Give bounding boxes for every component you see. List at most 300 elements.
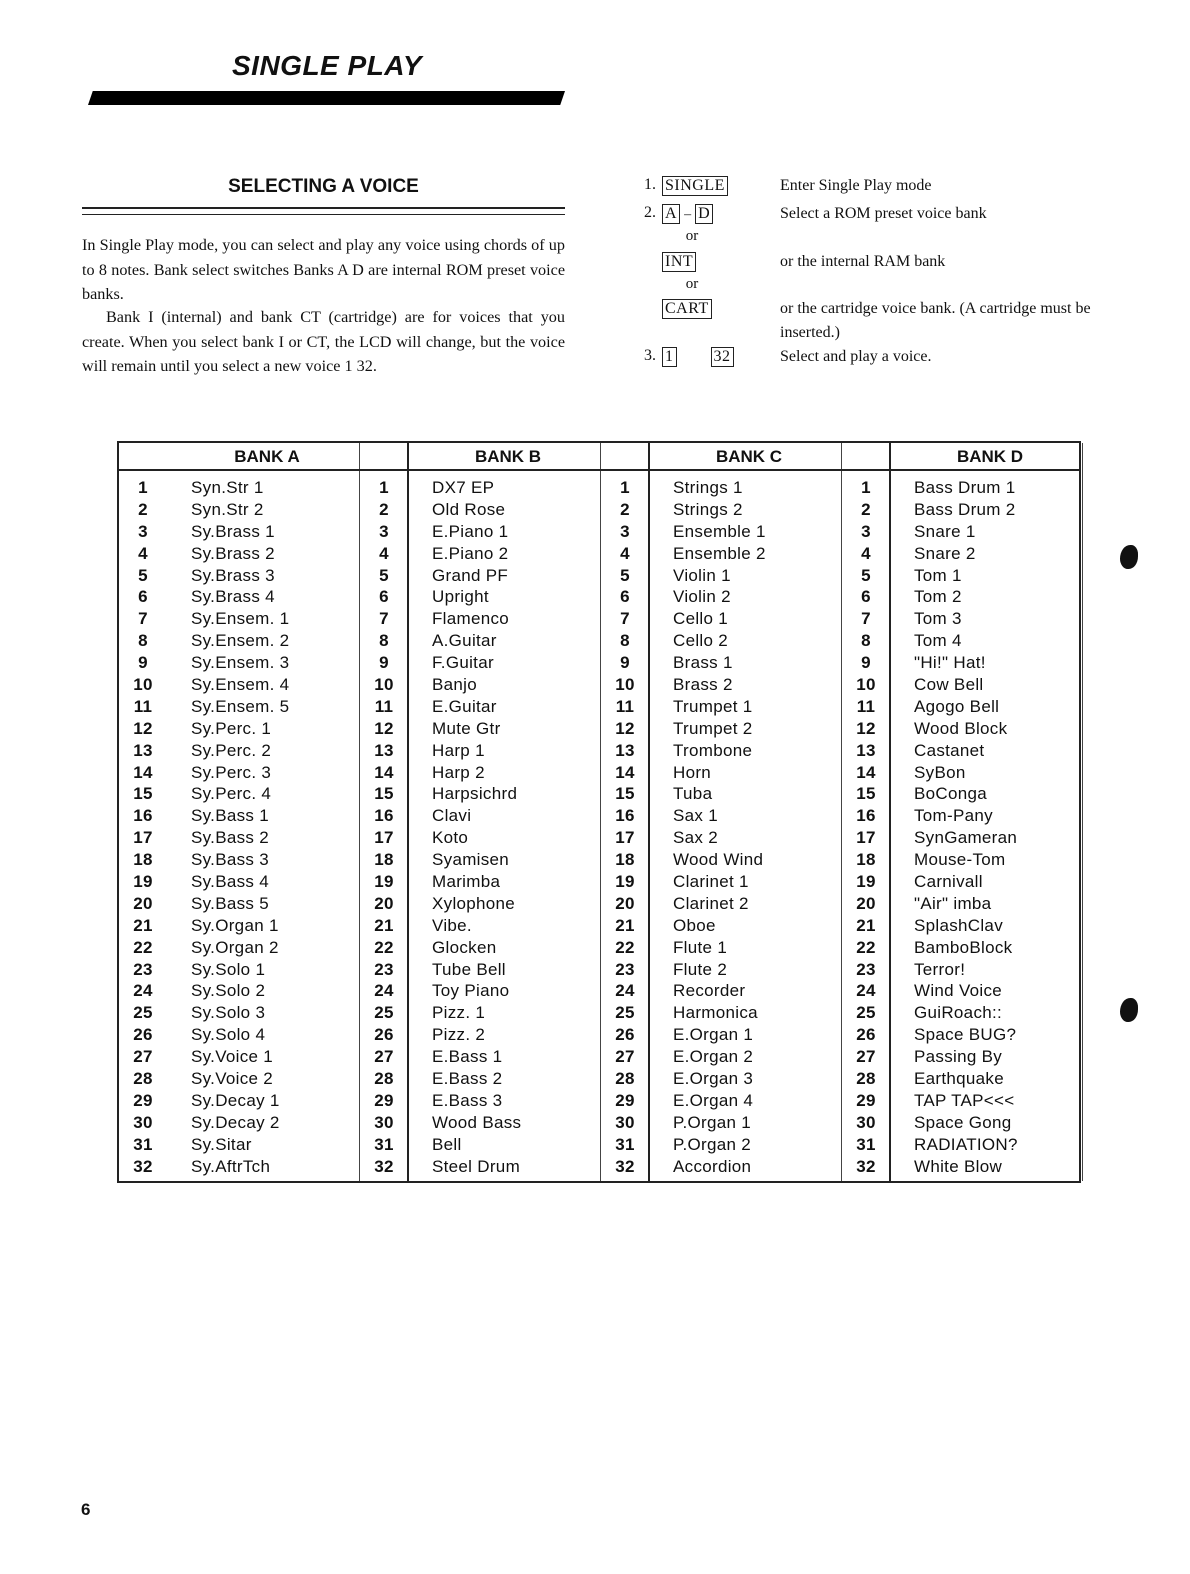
voice-number: 7 <box>861 609 871 629</box>
voice-name: Sy.Perc. 2 <box>191 740 272 760</box>
voice-number: 15 <box>615 784 635 804</box>
voice-name: White Blow <box>914 1156 1003 1176</box>
voice-name: Earthquake <box>914 1069 1004 1089</box>
voice-name: Sy.Bass 4 <box>191 872 269 892</box>
voice-number: 20 <box>133 893 153 913</box>
voice-name: Tom 3 <box>914 609 962 629</box>
voice-name: Xylophone <box>432 893 516 913</box>
voice-number: 21 <box>856 915 876 935</box>
voice-name: Recorder <box>673 981 746 1001</box>
voice-name: Sy.Bass 1 <box>191 806 269 826</box>
voice-number: 18 <box>615 850 635 870</box>
voice-name: Strings 2 <box>673 499 743 519</box>
voice-name: Harpsichrd <box>432 784 518 804</box>
voice-number: 11 <box>133 696 153 716</box>
voice-name: Steel Drum <box>432 1156 521 1176</box>
voice-number: 24 <box>856 981 876 1001</box>
voice-number: 10 <box>856 675 876 695</box>
voice-number: 30 <box>374 1112 394 1132</box>
cart-key-label: CART <box>662 299 712 319</box>
voice-name: Sy.Ensem. 3 <box>191 653 290 673</box>
voice-number: 1 <box>379 478 389 497</box>
voice-number: 26 <box>133 1025 153 1045</box>
voice-number: 19 <box>615 872 635 892</box>
voice-name: SplashClav <box>914 915 1003 935</box>
voice-table <box>117 441 1081 1183</box>
bank-a-numbers <box>119 477 167 1178</box>
voice-name: Wood Wind <box>673 850 764 870</box>
voice-number: 14 <box>133 762 153 782</box>
voice-name: F.Guitar <box>432 653 494 673</box>
voice-number: 7 <box>620 609 630 629</box>
voice-number: 22 <box>856 937 876 957</box>
voice-name: Horn <box>673 762 712 782</box>
voice-number: 12 <box>615 718 635 738</box>
voice-number: 20 <box>856 893 876 913</box>
voice-name: Sy.Decay 1 <box>191 1090 280 1110</box>
bank-b-header: BANK B <box>474 447 542 466</box>
binding-hole-mark <box>1120 998 1138 1022</box>
voice-name: Glocken <box>432 937 497 957</box>
voice-number: 11 <box>374 696 394 716</box>
voice-number: 26 <box>615 1025 635 1045</box>
bank-paragraph: Bank I (internal) and bank CT (cartridge) are for voices that you create. When you select bank I or CT, the LCD will change, but the voice will remain until you select a new voice 1 32. <box>82 308 565 375</box>
voice-number: 9 <box>138 653 148 673</box>
voice-number: 28 <box>374 1069 394 1089</box>
step-description: or the cartridge voice bank. (A cartridge must be inserted.) <box>780 300 1091 341</box>
voice-number: 31 <box>615 1134 635 1154</box>
voice-number: 30 <box>133 1112 153 1132</box>
voice-name: Vibe. <box>432 915 472 935</box>
voice-name: Banjo <box>432 675 477 695</box>
voice-name: Trumpet 1 <box>673 696 753 716</box>
voice-name: Sy.Brass 4 <box>191 587 275 607</box>
bank-a-voices <box>191 477 381 1178</box>
voice-number: 22 <box>374 937 394 957</box>
voice-name: E.Bass 2 <box>432 1069 503 1089</box>
voice-number: 16 <box>374 806 394 826</box>
voice-number: 27 <box>374 1047 394 1067</box>
binding-hole-mark <box>1120 545 1138 569</box>
voice-name: Sy.Brass 1 <box>191 521 275 541</box>
voice-name: Space BUG? <box>914 1025 1017 1045</box>
voice-number: 8 <box>379 631 389 651</box>
voice-name: E.Organ 1 <box>673 1025 754 1045</box>
voice-number: 4 <box>620 543 630 563</box>
voice-name: Pizz. 2 <box>432 1025 486 1045</box>
voice-name: Flute 1 <box>673 937 728 957</box>
voice-name: Passing By <box>914 1047 1003 1067</box>
voice-number: 12 <box>374 718 394 738</box>
voice-name: Syn.Str 2 <box>191 499 264 519</box>
voice-number: 32 <box>133 1156 153 1176</box>
voice-number: 6 <box>138 587 148 607</box>
cart-key <box>662 299 712 319</box>
voice-name: E.Guitar <box>432 696 497 716</box>
voice-name: Upright <box>432 587 489 607</box>
voice-number: 9 <box>379 653 389 673</box>
voice-name: Flute 2 <box>673 959 728 979</box>
voice-number: 27 <box>615 1047 635 1067</box>
voice-number: 24 <box>615 981 635 1001</box>
voice-name: Cow Bell <box>914 675 984 695</box>
voice-number: 6 <box>861 587 871 607</box>
voice-number: 4 <box>861 543 871 563</box>
voice-name: Tom-Pany <box>914 806 993 826</box>
voice-number: 17 <box>615 828 635 848</box>
voice-key-range <box>662 347 734 367</box>
voice-name: Sy.Brass 3 <box>191 565 275 585</box>
or-label: or <box>685 276 699 292</box>
voice-number: 15 <box>856 784 876 804</box>
bank-a-header: BANK A <box>234 447 300 466</box>
voice-number: 5 <box>861 565 871 585</box>
title-bar <box>88 91 565 105</box>
voice-number: 14 <box>374 762 394 782</box>
voice-number: 19 <box>856 872 876 892</box>
int-key <box>662 252 696 272</box>
voice-name: Harmonica <box>673 1003 758 1023</box>
voice-number: 4 <box>138 543 148 563</box>
voice-name: E.Bass 1 <box>432 1047 503 1067</box>
voice-number: 18 <box>856 850 876 870</box>
voice-name: Sy.Bass 3 <box>191 850 269 870</box>
voice-name: Space Gong <box>914 1112 1012 1132</box>
voice-number: 25 <box>133 1003 153 1023</box>
voice-name: Sax 1 <box>673 806 718 826</box>
voice-name: Sy.Sitar <box>191 1134 252 1154</box>
voice-name: Violin 1 <box>673 565 731 585</box>
voice-number: 29 <box>615 1090 635 1110</box>
voice-1-key: 1 <box>662 347 677 367</box>
voice-name: Old Rose <box>432 499 506 519</box>
voice-name: Grand PF <box>432 565 509 585</box>
voice-name: Cello 2 <box>673 631 729 651</box>
voice-number: 3 <box>379 521 389 541</box>
voice-number: 20 <box>615 893 635 913</box>
voice-number: 9 <box>861 653 871 673</box>
voice-number: 26 <box>856 1025 876 1045</box>
voice-number: 28 <box>133 1069 153 1089</box>
voice-number: 25 <box>856 1003 876 1023</box>
voice-name: Marimba <box>432 872 501 892</box>
voice-name: Mute Gtr <box>432 718 501 738</box>
voice-name: Tuba <box>673 784 713 804</box>
voice-number: 23 <box>856 959 876 979</box>
voice-number: 9 <box>620 653 630 673</box>
bank-d-header: BANK D <box>956 447 1024 466</box>
voice-number: 5 <box>379 565 389 585</box>
bank-b-numbers <box>360 477 408 1178</box>
voice-name: Oboe <box>673 915 716 935</box>
voice-number: 10 <box>374 675 394 695</box>
voice-name: Ensemble 2 <box>673 543 766 563</box>
voice-name: Strings 1 <box>673 478 743 497</box>
voice-name: "Air" imba <box>914 893 992 913</box>
voice-number: 2 <box>620 499 630 519</box>
voice-number: 20 <box>374 893 394 913</box>
voice-name: Sy.Ensem. 1 <box>191 609 290 629</box>
voice-name: Flamenco <box>432 609 510 629</box>
voice-name: Harp 1 <box>432 740 485 760</box>
voice-name: DX7 EP <box>432 478 495 497</box>
voice-name: Bass Drum 2 <box>914 499 1016 519</box>
voice-name: P.Organ 1 <box>673 1112 751 1132</box>
voice-name: Sy.Ensem. 4 <box>191 675 290 695</box>
bank-c-numbers <box>601 477 649 1178</box>
voice-name: Sax 2 <box>673 828 718 848</box>
voice-name: E.Organ 2 <box>673 1047 754 1067</box>
voice-name: Tom 1 <box>914 565 962 585</box>
voice-number: 28 <box>615 1069 635 1089</box>
voice-name: Brass 1 <box>673 653 733 673</box>
section-heading: SELECTING A VOICE <box>228 176 419 197</box>
voice-number: 6 <box>620 587 630 607</box>
voice-number: 3 <box>620 521 630 541</box>
voice-number: 22 <box>133 937 153 957</box>
voice-number: 31 <box>856 1134 876 1154</box>
or-label: or <box>685 228 699 244</box>
voice-name: SynGameran <box>914 828 1018 848</box>
voice-number: 17 <box>374 828 394 848</box>
voice-number: 32 <box>856 1156 876 1176</box>
step-number: 1. <box>644 176 656 193</box>
voice-number: 27 <box>856 1047 876 1067</box>
voice-name: P.Organ 2 <box>673 1134 751 1154</box>
voice-number: 21 <box>374 915 394 935</box>
bank-d-numbers <box>842 477 890 1178</box>
int-key-label: INT <box>662 252 696 272</box>
voice-name: Syn.Str 1 <box>191 478 264 497</box>
voice-name: Agogo Bell <box>914 696 1000 716</box>
voice-number: 4 <box>379 543 389 563</box>
voice-name: Bell <box>432 1134 462 1154</box>
voice-number: 17 <box>856 828 876 848</box>
voice-number: 7 <box>138 609 148 629</box>
voice-number: 19 <box>133 872 153 892</box>
voice-number: 28 <box>856 1069 876 1089</box>
voice-name: Bass Drum 1 <box>914 478 1016 497</box>
voice-name: Harp 2 <box>432 762 485 782</box>
page-number: 6 <box>81 1500 91 1519</box>
voice-number: 10 <box>133 675 153 695</box>
voice-name: Sy.Solo 4 <box>191 1025 266 1045</box>
voice-number: 12 <box>856 718 876 738</box>
voice-name: RADIATION? <box>914 1134 1018 1154</box>
single-key <box>662 176 728 196</box>
voice-number: 19 <box>374 872 394 892</box>
voice-number: 12 <box>133 718 153 738</box>
voice-number: 32 <box>615 1156 635 1176</box>
bank-c-voices <box>673 477 863 1178</box>
voice-number: 5 <box>138 565 148 585</box>
voice-number: 23 <box>374 959 394 979</box>
voice-number: 18 <box>133 850 153 870</box>
voice-name: Clarinet 2 <box>673 893 749 913</box>
voice-name: Snare 1 <box>914 521 976 541</box>
voice-number: 7 <box>379 609 389 629</box>
voice-number: 2 <box>379 499 389 519</box>
voice-number: 8 <box>620 631 630 651</box>
voice-number: 22 <box>615 937 635 957</box>
voice-name: E.Organ 3 <box>673 1069 754 1089</box>
bank-key-range <box>662 204 713 224</box>
step-description: Select and play a voice. <box>780 348 932 365</box>
voice-name: Trombone <box>673 740 753 760</box>
single-key-label: SINGLE <box>662 176 728 196</box>
voice-name: Accordion <box>673 1156 752 1176</box>
voice-name: Cello 1 <box>673 609 729 629</box>
step-description: Enter Single Play mode <box>780 177 932 194</box>
intro-paragraph: In Single Play mode, you can select and play any voice using chords of up to 8 notes. Bank select switches Banks A D are internal ROM preset voice banks. <box>82 236 565 303</box>
bank-d-key: D <box>695 204 713 224</box>
voice-name: Sy.Organ 1 <box>191 915 279 935</box>
voice-number: 31 <box>133 1134 153 1154</box>
voice-name: Brass 2 <box>673 675 733 695</box>
page-title: SINGLE PLAY <box>232 50 423 81</box>
voice-number: 14 <box>856 762 876 782</box>
step-number: 2. <box>644 204 656 221</box>
voice-number: 29 <box>374 1090 394 1110</box>
voice-number: 13 <box>856 740 876 760</box>
voice-name: Sy.Solo 2 <box>191 981 266 1001</box>
voice-name: Sy.Bass 5 <box>191 893 269 913</box>
voice-number: 15 <box>133 784 153 804</box>
voice-number: 14 <box>615 762 635 782</box>
range-dash: – <box>684 207 692 222</box>
voice-name: E.Organ 4 <box>673 1090 754 1110</box>
voice-name: Sy.Perc. 4 <box>191 784 272 804</box>
voice-name: Castanet <box>914 740 985 760</box>
voice-number: 3 <box>138 521 148 541</box>
voice-number: 13 <box>374 740 394 760</box>
voice-name: Clarinet 1 <box>673 872 749 892</box>
voice-number: 11 <box>615 696 635 716</box>
voice-number: 29 <box>133 1090 153 1110</box>
voice-number: 16 <box>133 806 153 826</box>
voice-name: Violin 2 <box>673 587 731 607</box>
voice-number: 15 <box>374 784 394 804</box>
voice-number: 21 <box>615 915 635 935</box>
voice-number: 5 <box>620 565 630 585</box>
voice-name: Syamisen <box>432 850 510 870</box>
voice-name: Sy.Brass 2 <box>191 543 275 563</box>
voice-name: Sy.AftrTch <box>191 1156 271 1176</box>
voice-number: 32 <box>374 1156 394 1176</box>
voice-name: Clavi <box>432 806 472 826</box>
voice-name: Sy.Perc. 1 <box>191 718 272 738</box>
voice-number: 23 <box>615 959 635 979</box>
voice-name: Sy.Decay 2 <box>191 1112 280 1132</box>
voice-number: 13 <box>133 740 153 760</box>
voice-number: 25 <box>374 1003 394 1023</box>
section-rule <box>82 207 565 215</box>
bank-c-header: BANK C <box>715 447 783 466</box>
voice-number: 16 <box>615 806 635 826</box>
voice-name: Wood Bass <box>432 1112 522 1132</box>
voice-number: 23 <box>133 959 153 979</box>
voice-number: 30 <box>615 1112 635 1132</box>
voice-name: Sy.Bass 2 <box>191 828 269 848</box>
voice-name: Tube Bell <box>432 959 506 979</box>
voice-name: Mouse-Tom <box>914 850 1006 870</box>
voice-name: Wind Voice <box>914 981 1003 1001</box>
voice-name: Sy.Perc. 3 <box>191 762 272 782</box>
voice-name: Sy.Voice 1 <box>191 1047 274 1067</box>
voice-name: Sy.Organ 2 <box>191 937 279 957</box>
voice-name: TAP TAP<<< <box>914 1090 1015 1110</box>
voice-name: Tom 2 <box>914 587 962 607</box>
voice-number: 1 <box>861 478 871 497</box>
voice-number: 24 <box>133 981 153 1001</box>
voice-name: Toy Piano <box>432 981 510 1001</box>
voice-number: 16 <box>856 806 876 826</box>
voice-name: SyBon <box>914 762 966 782</box>
bank-a-key: A <box>662 204 680 224</box>
voice-number: 2 <box>861 499 871 519</box>
voice-name: Tom 4 <box>914 631 962 651</box>
voice-number: 1 <box>138 478 148 497</box>
voice-name: E.Piano 2 <box>432 543 509 563</box>
voice-name: Pizz. 1 <box>432 1003 486 1023</box>
voice-name: Sy.Ensem. 5 <box>191 696 290 716</box>
step-description: or the internal RAM bank <box>780 253 946 270</box>
voice-name: Terror! <box>914 959 966 979</box>
voice-name: E.Piano 1 <box>432 521 509 541</box>
voice-name: GuiRoach:: <box>914 1003 1003 1023</box>
voice-number: 30 <box>856 1112 876 1132</box>
voice-number: 1 <box>620 478 630 497</box>
voice-name: Koto <box>432 828 469 848</box>
voice-name: "Hi!" Hat! <box>914 653 986 673</box>
voice-number: 3 <box>861 521 871 541</box>
voice-number: 6 <box>379 587 389 607</box>
voice-name: BamboBlock <box>914 937 1013 957</box>
voice-name: Carnivall <box>914 872 983 892</box>
bank-d-voices <box>914 477 1104 1178</box>
voice-number: 11 <box>856 696 876 716</box>
voice-number: 24 <box>374 981 394 1001</box>
voice-number: 10 <box>615 675 635 695</box>
voice-number: 26 <box>374 1025 394 1045</box>
voice-name: A.Guitar <box>432 631 497 651</box>
step-description: Select a ROM preset voice bank <box>780 205 987 222</box>
voice-number: 13 <box>615 740 635 760</box>
voice-name: Wood Block <box>914 718 1008 738</box>
voice-name: Sy.Ensem. 2 <box>191 631 290 651</box>
voice-number: 8 <box>138 631 148 651</box>
voice-number: 27 <box>133 1047 153 1067</box>
step-number: 3. <box>644 347 656 364</box>
voice-number: 25 <box>615 1003 635 1023</box>
voice-name: E.Bass 3 <box>432 1090 503 1110</box>
voice-32-key: 32 <box>711 347 734 367</box>
voice-name: Trumpet 2 <box>673 718 753 738</box>
voice-number: 29 <box>856 1090 876 1110</box>
voice-name: Sy.Solo 3 <box>191 1003 266 1023</box>
voice-number: 18 <box>374 850 394 870</box>
voice-name: Ensemble 1 <box>673 521 766 541</box>
voice-name: BoConga <box>914 784 987 804</box>
voice-number: 17 <box>133 828 153 848</box>
voice-number: 8 <box>861 631 871 651</box>
voice-number: 2 <box>138 499 148 519</box>
voice-number: 21 <box>133 915 153 935</box>
voice-name: Snare 2 <box>914 543 976 563</box>
voice-name: Sy.Voice 2 <box>191 1069 274 1089</box>
bank-b-voices <box>432 477 622 1178</box>
voice-name: Sy.Solo 1 <box>191 959 266 979</box>
